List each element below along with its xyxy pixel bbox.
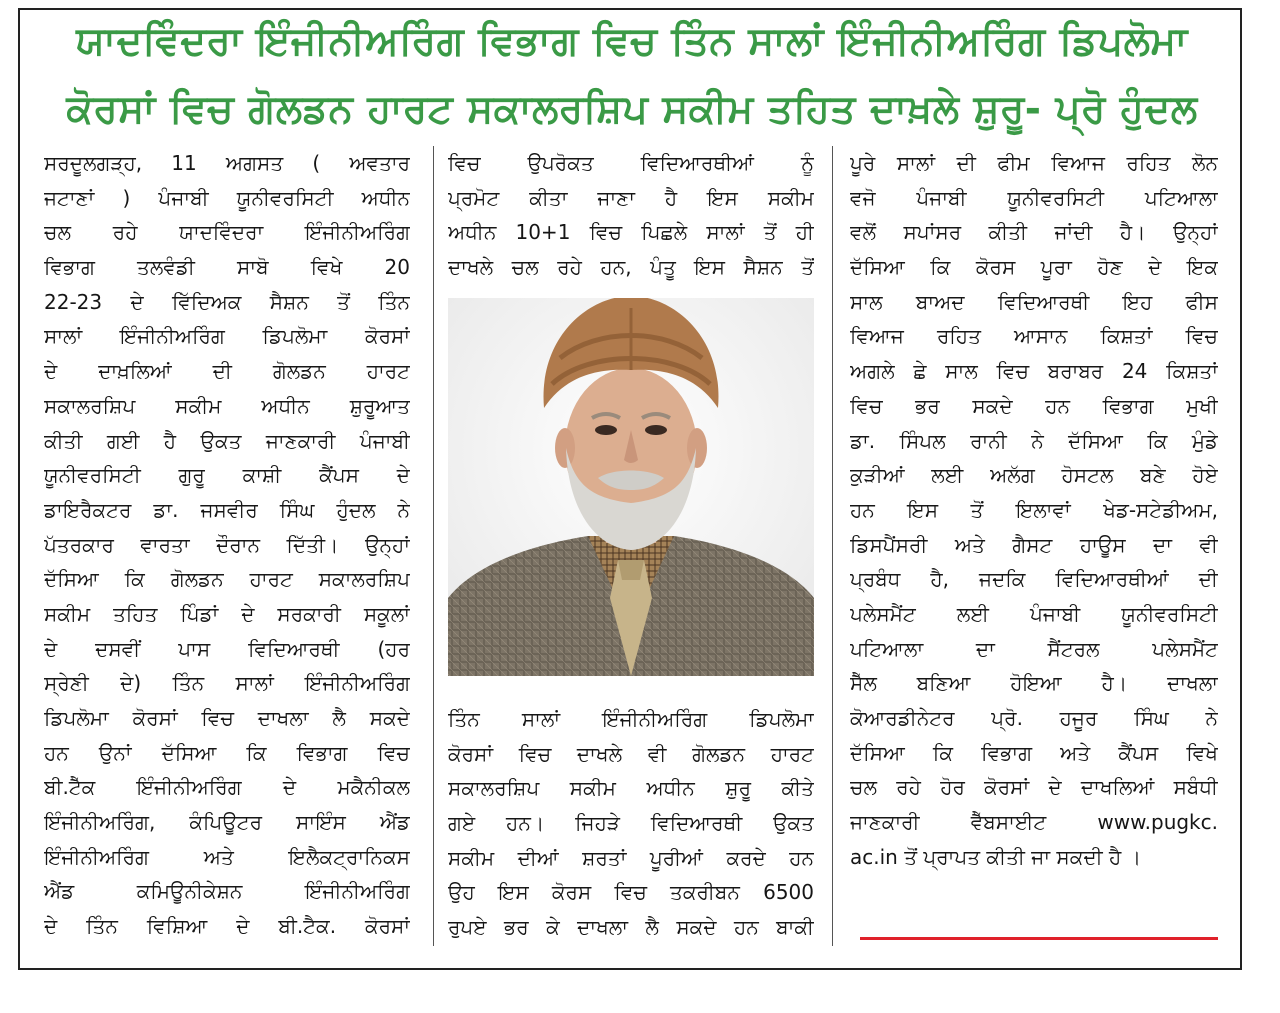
text-line: ਸਕੀਮ ਤਹਿਤ ਪਿੰਡਾਂ ਦੇ ਸਰਕਾਰੀ ਸਕੂਲਾਂ — [44, 601, 410, 626]
text-line: ਪ੍ਰਮੋਟ ਕੀਤਾ ਜਾਣਾ ਹੈ ਇਸ ਸਕੀਮ — [448, 185, 814, 210]
article-column-2-bottom — [448, 702, 814, 945]
text-line: ਇੰਜੀਨੀਅਰਿੰਗ ਅਤੇ ਇਲੈਕਟ੍ਰਾਨਿਕਸ — [44, 844, 410, 869]
text-line: ਵਿਚ ਭਰ ਸਕਦੇ ਹਨ ਵਿਭਾਗ ਮੁਖੀ — [850, 393, 1218, 418]
text-line: ਡਾ. ਸਿੰਪਲ ਰਾਨੀ ਨੇ ਦੱਸਿਆ ਕਿ ਮੁੰਡੇ — [850, 428, 1218, 453]
text-line: ਚਲ ਰਹੇ ਯਾਦਵਿੰਦਰਾ ਇੰਜੀਨੀਅਰਿੰਗ — [44, 220, 410, 245]
text-line: ਦੇ ਦਾਖ਼ਲਿਆਂ ਦੀ ਗੋਲਡਨ ਹਾਰਟ — [44, 359, 410, 384]
text-line: ਦੱਸਿਆ ਕਿ ਗੋਲਡਨ ਹਾਰਟ ਸਕਾਲਰਸ਼ਿਪ — [44, 567, 410, 592]
text-line: ਗਏ ਹਨ। ਜਿਹੜੇ ਵਿਦਿਆਰਥੀ ਉਕਤ — [448, 811, 814, 836]
text-line: ਸਕਾਲਰਸ਼ਿਪ ਸਕੀਮ ਅਧੀਨ ਸ਼ੁਰੂ ਕੀਤੇ — [448, 776, 814, 801]
text-line: ਸਰਦੂਲਗੜ੍ਹ, 11 ਅਗਸਤ ( ਅਵਤਾਰ — [44, 151, 410, 175]
text-line: ਪਲੇਸਮੈਂਟ ਲਈ ਪੰਜਾਬੀ ਯੂਨੀਵਰਸਿਟੀ — [850, 601, 1218, 626]
column-divider-right — [832, 146, 833, 946]
text-line: ਵਿਭਾਗ ਤਲਵੰਡੀ ਸਾਬੋ ਵਿਖੇ 20 — [44, 255, 410, 280]
text-line: 22-23 ਦੇ ਵਿੱਦਿਅਕ ਸੈਸ਼ਨ ਤੋਂ ਤਿੰਨ — [44, 289, 410, 314]
text-line: ਹਨ ਉਨਾਂ ਦੱਸਿਆ ਕਿ ਵਿਭਾਗ ਵਿਚ — [44, 740, 410, 765]
text-line: ਪੂਰੇ ਸਾਲਾਂ ਦੀ ਫੀਮ ਵਿਆਜ ਰਹਿਤ ਲੋਨ — [850, 151, 1218, 175]
text-line: ਜਟਾਣਾਂ ) ਪੰਜਾਬੀ ਯੂਨੀਵਰਸਿਟੀ ਅਧੀਨ — [44, 185, 410, 210]
text-line: ਸਾਲਾਂ ਇੰਜੀਨੀਅਰਿੰਗ ਡਿਪਲੋਮਾ ਕੋਰਸਾਂ — [44, 324, 410, 349]
text-line: ਪੱਤਰਕਾਰ ਵਾਰਤਾ ਦੌਰਾਨ ਦਿੱਤੀ। ਉਨ੍ਹਾਂ — [44, 532, 410, 557]
text-line: ਕੋਆਰਡੀਨੇਟਰ ਪ੍ਰੋ. ਹਜੂਰ ਸਿੰਘ ਨੇ — [850, 706, 1218, 730]
text-line: ਹਨ ਇਸ ਤੋਂ ਇਲਾਵਾਂ ਖੇਡ-ਸਟੇਡੀਅਮ, — [850, 497, 1218, 522]
text-line: ਡਿਸਪੈਂਸਰੀ ਅਤੇ ਗੈਸਟ ਹਾਊਸ ਦਾ ਵੀ — [850, 532, 1218, 557]
article-column-2-top — [448, 146, 814, 285]
headline-line-1: ਯਾਦਵਿੰਦਰਾ ਇੰਜੀਨੀਅਰਿੰਗ ਵਿਭਾਗ ਵਿਚ ਤਿੰਨ ਸਾਲਾਂ ਇੰਜੀਨੀਅਰਿੰਗ ਡਿਪਲੋਮਾ — [76, 19, 1188, 64]
text-line: ਚਲ ਰਹੇ ਹੋਰ ਕੋਰਸਾਂ ਦੇ ਦਾਖਲਿਆਂ ਸਬੰਧੀ — [850, 775, 1218, 800]
text-line: ਪਟਿਆਲਾ ਦਾ ਸੈਂਟਰਲ ਪਲੇਸਮੈਂਟ — [850, 636, 1218, 661]
text-line: ਯੂਨੀਵਰਸਿਟੀ ਗੁਰੂ ਕਾਸ਼ੀ ਕੈਂਪਸ ਦੇ — [44, 463, 410, 488]
article-column-1 — [44, 146, 410, 944]
text-line: ਅਗਲੇ ਛੇ ਸਾਲ ਵਿਚ ਬਰਾਬਰ 24 ਕਿਸ਼ਤਾਂ — [850, 359, 1218, 384]
text-line: ਕੋਰਸਾਂ ਵਿਚ ਦਾਖਲੇ ਵੀ ਗੋਲਡਨ ਹਾਰਟ — [448, 741, 814, 766]
text-line: ਇੰਜੀਨੀਅਰਿੰਗ, ਕੰਪਿਊਟਰ ਸਾਇੰਸ ਐਂਡ — [44, 810, 410, 835]
text-line: ਸਕੀਮ ਦੀਆਂ ਸ਼ਰਤਾਂ ਪੂਰੀਆਂ ਕਰਦੇ ਹਨ — [448, 845, 814, 870]
text-line: ਦੱਸਿਆ ਕਿ ਵਿਭਾਗ ਅਤੇ ਕੈਂਪਸ ਵਿਖੇ — [850, 740, 1218, 765]
text-line: ਕੀਤੀ ਗਈ ਹੈ ਉਕਤ ਜਾਣਕਾਰੀ ਪੰਜਾਬੀ — [44, 428, 410, 453]
text-line: ਡਾਇਰੈਕਟਰ ਡਾ. ਜਸਵੀਰ ਸਿੰਘ ਹੁੰਦਲ ਨੇ — [44, 497, 410, 522]
portrait-photo — [448, 298, 814, 676]
text-line: ਡਿਪਲੋਮਾ ਕੋਰਸਾਂ ਵਿਚ ਦਾਖਲਾ ਲੈ ਸਕਦੇ — [44, 706, 410, 730]
text-line: ਦੇ ਤਿੰਨ ਵਿਸ਼ਿਆ ਦੇ ਬੀ.ਟੈਕ. ਕੋਰਸਾਂ — [44, 914, 410, 939]
text-line: ਵਜੋ ਪੰਜਾਬੀ ਯੂਨੀਵਰਸਿਟੀ ਪਟਿਆਲਾ — [850, 185, 1218, 210]
text-line: ac.in ਤੋਂ ਪ੍ਰਾਪਤ ਕੀਤੀ ਜਾ ਸਕਦੀ ਹੈ । — [850, 844, 1142, 869]
text-line: ਰੁਪਏ ਭਰ ਕੇ ਦਾਖਲਾ ਲੈ ਸਕਦੇ ਹਨ ਬਾਕੀ — [448, 915, 814, 940]
text-line: ਐਂਡ ਕਮਿਊਨੀਕੇਸ਼ਨ ਇੰਜੀਨੀਅਰਿੰਗ — [44, 879, 410, 904]
bottom-rule — [860, 937, 1218, 940]
text-line: ਉਹ ਇਸ ਕੋਰਸ ਵਿਚ ਤਕਰੀਬਨ 6500 — [448, 880, 814, 905]
text-line: ਸਾਲ ਬਾਅਦ ਵਿਦਿਆਰਥੀ ਇਹ ਫੀਸ — [850, 289, 1218, 314]
text-line: ਸਕਾਲਰਸ਼ਿਪ ਸਕੀਮ ਅਧੀਨ ਸ਼ੁਰੂਆਤ — [44, 393, 410, 418]
text-line: ਵਲੋਂ ਸਪਾਂਸਰ ਕੀਤੀ ਜਾਂਦੀ ਹੈ। ਉਨ੍ਹਾਂ — [850, 220, 1218, 245]
text-line: ਸ੍ਰੇਣੀ ਦੇ) ਤਿੰਨ ਸਾਲਾਂ ਇੰਜੀਨੀਅਰਿੰਗ — [44, 671, 410, 696]
text-line: ਬੀ.ਟੈੱਕ ਇੰਜੀਨੀਅਰਿੰਗ ਦੇ ਮਕੈਨੀਕਲ — [44, 775, 410, 800]
text-line: ਦੇ ਦਸਵੀਂ ਪਾਸ ਵਿਦਿਆਰਥੀ (ਹਰ — [44, 636, 410, 661]
text-line: ਪ੍ਰਬੰਧ ਹੈ, ਜਦਕਿ ਵਿਦਿਆਰਥੀਆਂ ਦੀ — [850, 567, 1218, 592]
text-line: ਵਿਚ ਉਪਰੋਕਤ ਵਿਦਿਆਰਥੀਆਂ ਨੂੰ — [448, 151, 814, 175]
text-line: ਸੈੱਲ ਬਣਿਆ ਹੋਇਆ ਹੈ। ਦਾਖਲਾ — [850, 671, 1218, 696]
column-divider-left — [433, 146, 434, 946]
text-line: ਦਾਖਲੇ ਚਲ ਰਹੇ ਹਨ, ਪੰਤੂ ਇਸ ਸੈਸ਼ਨ ਤੋਂ — [448, 255, 814, 280]
text-line: ਦੱਸਿਆ ਕਿ ਕੋਰਸ ਪੂਰਾ ਹੋਣ ਦੇ ਇਕ — [850, 255, 1218, 280]
text-line: ਵਿਆਜ ਰਹਿਤ ਆਸਾਨ ਕਿਸ਼ਤਾਂ ਵਿਚ — [850, 324, 1218, 349]
text-line: ਅਧੀਨ 10+1 ਵਿਚ ਪਿਛਲੇ ਸਾਲਾਂ ਤੋਂ ਹੀ — [448, 220, 814, 245]
text-line: ਜਾਣਕਾਰੀ ਵੈੱਬਸਾਈਟ www.pugkc. — [850, 810, 1218, 835]
headline-line-2: ਕੋਰਸਾਂ ਵਿਚ ਗੋਲਡਨ ਹਾਰਟ ਸਕਾਲਰਸ਼ਿਪ ਸਕੀਮ ਤਹਿਤ ਦਾਖ਼ਲੇ ਸ਼ੁਰੂ- ਪ੍ਰੋ ਹੁੰਦਲ — [66, 87, 1198, 132]
article-column-3 — [850, 146, 1218, 874]
text-line: ਕੁੜੀਆਂ ਲਈ ਅਲੱਗ ਹੋਸਟਲ ਬਣੇ ਹੋਏ — [850, 463, 1218, 488]
text-line: ਤਿੰਨ ਸਾਲਾਂ ਇੰਜੀਨੀਅਰਿੰਗ ਡਿਪਲੋਮਾ — [448, 707, 814, 731]
portrait-illustration — [448, 298, 814, 676]
